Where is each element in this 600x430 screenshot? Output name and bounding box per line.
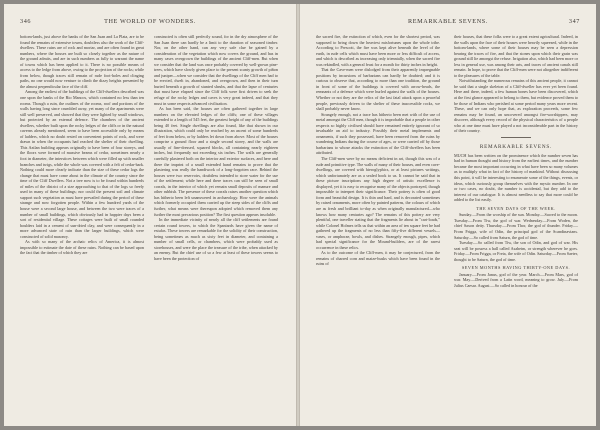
left-page [4, 4, 296, 426]
left-running-title: THE WORLD OF WONDERS. [104, 18, 196, 25]
paragraph: January.—From Janus, god of the year. March.—From Mars, god of war. May.—Derived from a Latin word, meaning to grow. July.—From Julius Caesar. August.—So called in honour of the [454, 271, 578, 288]
paragraph: That the Cave-men were dislodged from their apparently impregnable positions by incursions of barbarians can hardly be doubted; and it is curious to observe that, according to more than one tradition, the ground in front of some of the buildings is covered with arrow-heads, the remnants of a defence which were hurled against the walls of the houses. Whether or not they are the relics of the last fatal attack upon a peaceful people, previously driven to the shelter of these inaccessible rocks, we shall probably never know. [316, 67, 440, 112]
right-running-title: REMARKABLE SEVENS. [408, 18, 488, 25]
paragraph: their houses, that these folks were to a great extent agricultural. Indeed, in the walls upon the face of their houses were heavily squeezed, while in the bottom-lands, where some of their houses may be seen a depression bearing the traces of fire, and that the stones upon which their grain was ground still lie amongst the refuse. Irrigation also, which had been more or less in general use, was among their arts, and traces of ancient canals still remain. In hope, to prove that the Cliff-men were not altogether indifferent to the pleasures of the table. [454, 34, 578, 78]
left-running-head [20, 18, 280, 28]
right-running-head [316, 18, 580, 28]
paragraph: Notwithstanding the numerous remains of this ancient people, it cannot be said that a single skeleton of a Cliff-dweller has ever yet been found. Here and there, indeed, a few human bones have been discovered, which at the first glance appeared to belong to them, but evidence proved them to be those of Indians who perished at some period many years more recent. These, and we can only hope that, as exploration proceeds, some few remains may be found, an uncovered amongst fire-worshippers, may discover, although every record of the physical characteristics of a people who at one time must have played a not inconsiderable part in the history of their country. [454, 78, 578, 134]
paragraph: As with so many of the archaic relics of America, it is almost impossible to estimate the date of these ruins. Nothing can be based upon the fact that the timber of which they are [20, 239, 144, 256]
left-page-number: 346 [20, 18, 32, 25]
subsection-title-2: SEVEN MONTHS HAVING THIRTY-ONE DAYS. [461, 265, 571, 271]
left-column-1 [20, 34, 144, 256]
right-column-2 [454, 34, 578, 288]
paragraph: Among the earliest of the buildings of the Cliff-dwellers described was one upon the banks of the Rio Mancos, which contained no less than ten rooms. Though a ruin, the outlines of the rooms, roof and portions of the walls having long since crumbled away, yet many of the apartments were still well preserved, and showed that they were lighted by small windows, but protected by an external defence. The chambers of the ancient dwellers, whether built upon the rocky ledges of the cliffs or in the natural caverns already mentioned, seem to have been accessible only by means of ladders, which no doubt rested on convenient points of rock, and were drawn in when the occupants had reached the shelter of their dwelling. This Aztlan building appears originally to have been of four storeys, and the floors were formed of massive beams of cedar, sometimes nearly a foot in diameter, the interstices between which were filled up with smaller branches and twigs, while the whole was covered with a felt of cedar-bark. Nothing could more clearly indicate than the size of these cedar logs the change that must have come about in the climate of the country since the time of the Cliff Dwellers. Not a tree now is to be found within hundreds of miles of the district of a size approaching to that of the logs so freely used in many of these buildings; nor could the present soil and climate support such vegetation as must have prevailed during the period of these strange and now forgotten people. Within a few hundred yards of the house were a second large house, and between the two were traces of a number of small buildings, which obviously had in happier days been a sort of residential village. These cottages were built of small rounded boulders laid in a cement of sun-dried clay, and were consequently in a more advanced state of ruin than the larger buildings, which were constructed of solid masonry. [20, 89, 144, 239]
right-page [300, 4, 596, 426]
paragraph: As to the outcome of the Cliff-men, it may be conjectured, from the remains of charred corn and maize-husks which have been found in the ruins of [316, 250, 440, 267]
paragraph: Tuesday.—So called from Tiw, the son of Odin, and god of war. His seat will be possess a hall called Asaheim, or strength wherever he goes. Friday.—From Frigga, or Freia, the wife of Odin. Saturday.—From Saeter, thought to be Saturn, the god of time. [454, 240, 578, 262]
paragraph: bottom-lands, just above the banks of the San Juan and La Plata, are to be found the remains of extensive towns, doubtless also the work of the Cliff-dwellers. These ruins are of rock and mortar, and are often found in great numbers, where the houses are built so closely together as the nature of the ground admits, and are in such numbers as fully to warrant the name of towns which has been applied to it. There is no possible means of access to the ledge from above, owing to the projection of the rocks; while from below, though traces still remain of rude foot-holes and clinging paths, no one would now venture to climb the dizzy heights presented by the almost perpendicular face of the cliff. [20, 34, 144, 89]
subsection-title: THE SEVEN DAYS OF THE WEEK. [476, 205, 556, 211]
paragraph: As has been said, the houses are often gathered together in large numbers on the elevated ledges of the cliffs; one of these villages extended to a length of 545 feet, the greatest height of any of the buildings being 40 feet. Single dwellings are also found, like that shown in our illustration, which could only be reached by an ascent of some hundreds of feet from below, or by ladders let down from above. Most of the houses comprise a ground floor and a single second storey, and the walls are usually of fine-dressed, squared blocks, all containing nearly eighteen inches, but frequently not exceeding six inches. The walls are generally carefully plastered both on the interior and exterior surfaces, and here and there the imprint of a small extended hand remains to prove that the plastering was really the handiwork of a long-forgotten race. Behind the houses were two reservoirs, doubtless intended to store water for the use of the settlement; while here and there traces can still be seen of small corrals, in the interior of which yet remain small deposits of manure and other rubbish. The presence of these corrals raises another question which has hitherto been left unanswered in archaeology. How were the animals which formerly occupied them carried up the steep sides of the cliffs and further, what means were thereupon adopted which removed them any further the most precarious position? The first question appears insoluble. [154, 106, 278, 217]
paragraph: Strangely enough, not a trace has hitherto been met with of the use of metal amongst the Cliff men, though it is improbable that a people in other respects so highly civilised should have remained entirely ignorant of so invaluable an aid to industry. Possibly their metal implements and ornaments, if such they possessed, have been removed from the ruins by wandering Indians during the course of ages, or were carried off by those barbarians to whose attacks the extinction of the Cliff-dwellers has been attributed. [316, 111, 440, 156]
section-rule [501, 137, 531, 138]
paragraph: constructed is often still perfectly sound, for in the dry atmosphere of the San Juan there can hardly be a limit to the duration of seasoned timber. Nor, on the other hand, can any very safe clue be gained by a consideration of the vegetation which now covers the ground, and has in many cases overgrown the buildings of the ancient Cliff-men. But when we consider that the land was once probably covered by well-grown pine-trees, which have slowly given place to the present scanty growth of piñon and juniper—when we consider that the dwellings of the Cliff men had to be erected, dwelt in, abandoned, and overgrown, and then in their turn buried beneath a growth of stunted shrubs, and that the lapse of centuries that must have elapsed since the Cliff folk were first driven to seek the refuge of the rocky ledges and caves is very great indeed, and that they must in some respects advanced civilisation. [154, 34, 278, 106]
section-title: REMARKABLE SEVENS. [479, 143, 553, 150]
right-page-number: 347 [568, 18, 580, 25]
right-column-1 [316, 34, 440, 267]
paragraph: the sacred fire, the extinction of which, even for the shortest period, was supposed to bring down the heaviest misfortunes upon the whole tribe. According to Prescott, the fire was kept alive beneath the level of the earth, in rude cells which must have been more or less difficult of access, and which is described as increasing only triennially, when the sacred fire was rekindled, with a general feast for a month for thirty inches in height. [316, 34, 440, 67]
paragraph: MUCH has been written on the prominence which the number seven has had in human thought and history from the earliest times, and the number became the most important occurring in what have been so many volumes as to multiply what in fact of the history of mankind. Without discussing this point, it will be interesting to enumerate some of the things, events, or ideas, which curiously group themselves with the mystic number. In one or two cases, no doubt, the number is accidental, but they add to the interest of our catalogue. It is almost needless to say that more could be added to the list easily. [454, 152, 578, 203]
paragraph: In the immediate vicinity of nearly all the cliff settlements are found certain round towers, to which the Spaniards have given the name of estufas. These towers are remarkable for the solidity of their construction, being sometimes as much as sixty feet in diameter, and containing a number of small cells, or chambers, which were probably used as storehouses, and were the place the treasure of the tribe, when attacked by an enemy. But the chief use of so a few at least of these towers seems to have been the protection of [154, 217, 278, 261]
paragraph: The Cliff-men were by no means deficient in art, though this was of a rude and primitive type. The walls of many of their houses, and even cave-dwellings, are covered with hieroglyphics, or at least pictures writings, which unfortunately are as a sealed book to us. It cannot be said that in these picture inscriptions any high degree of artistic excellence is displayed, yet it is easy to recognise many of the objects portrayed, though impossible to interpret their significance. Their pottery is often of good form and beautiful design. It is thin and hard, and is decorated sometimes by raised ornaments, more often by painted patterns, the colours of which are as fresh and brilliant to-day as when originally manufactured—who knows how many centuries ago? The remains of this pottery are very plentiful, one traveller stating that the fragments lie about in "cart-loads," while Colonel Holmes tells us that within an area of ten square feet he had gathered up the fragments of no less than fifty-five different vessels—vases, or amphorae, bowls, and dishes. Strangely enough, pipes, which had special significance for the Mound-builders, are of the rarest occurrence in these relics. [316, 156, 440, 250]
left-column-2 [154, 34, 278, 261]
paragraph: Sunday.—From the worship of the sun. Monday.—Sacred to the moon. Tuesday.—From Tiw, the god of war. Wednesday.—From Woden, the chief Saxon deity. Thursday.—From Thor, the god of thunder. Friday.—From Frigga, wife of Odin, the principal god of the Scandinavians. Saturday.—So called from Saturn, the god of time. [454, 212, 578, 240]
